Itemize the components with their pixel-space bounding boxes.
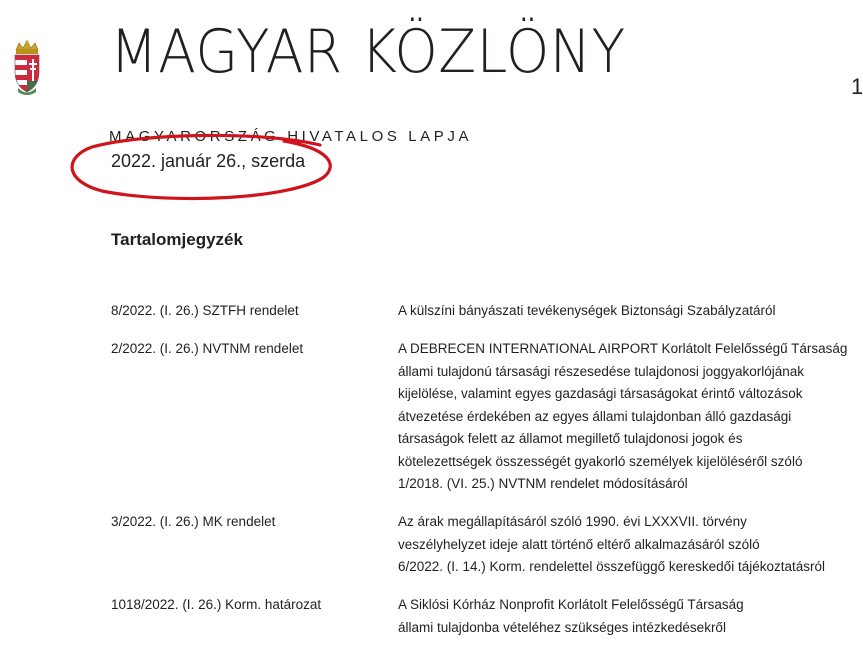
toc-description-line: átvezetése érdekében az egyes állami tulajdonban álló gazdasági <box>398 408 792 424</box>
toc-reference: 3/2022. (I. 26.) MK rendelet <box>111 514 276 529</box>
toc-description-line: társaságok felett az államot megillető tulajdonosi jogok és <box>398 431 743 446</box>
toc-description-line: A Siklósi Kórház Nonprofit Korlátolt Felelősségű Társaság <box>398 597 744 612</box>
toc-description-line: A DEBRECEN INTERNATIONAL AIRPORT Korlátolt Felelősségű Társaság <box>398 341 848 356</box>
toc-description-line: 6/2022. (I. 14.) Korm. rendelettel összefüggő kereskedői tájékoztatásról <box>398 559 825 574</box>
toc-description <box>398 300 858 323</box>
page-title: MAGYAR KÖZLÖNY <box>110 17 626 87</box>
toc-description <box>398 594 858 639</box>
toc-description <box>398 511 858 579</box>
page-number: 1 <box>851 74 863 99</box>
toc-description <box>398 338 858 496</box>
toc-heading: Tartalomjegyzék <box>111 230 243 249</box>
issue-date: 2022. január 26., szerda <box>111 151 306 171</box>
toc-reference: 8/2022. (I. 26.) SZTFH rendelet <box>111 303 299 318</box>
toc-description-line: kijelölése, valamint egyes gazdasági társaságokat érintő változások <box>398 386 803 401</box>
toc-description-line: Az árak megállapításáról szóló 1990. évi LXXXVII. törvény <box>398 514 747 529</box>
toc-description-line: A külszíni bányászati tevékenységek Biztonsági Szabályzatáról <box>398 303 776 318</box>
toc-description-line: állami tulajdonba vételéhez szükséges intézkedésekről <box>398 619 726 635</box>
toc-description-line: 1/2018. (VI. 25.) NVTNM rendelet módosításáról <box>398 476 688 491</box>
toc-description-line: állami tulajdonú társasági részesedése tulajdonosi joggyakorlójának <box>398 363 804 379</box>
toc-description-line: veszélyhelyzet ideje alatt történő eltérő alkalmazásáról szóló <box>398 536 760 552</box>
toc-description-line: kötelezettségek összességét gyakorló személyek kijelöléséről szóló <box>398 453 803 469</box>
publication-subtitle: MAGYARORSZÁG HIVATALOS LAPJA <box>109 128 473 145</box>
toc-reference: 2/2022. (I. 26.) NVTNM rendelet <box>111 341 304 356</box>
toc-reference: 1018/2022. (I. 26.) Korm. határozat <box>111 597 322 612</box>
